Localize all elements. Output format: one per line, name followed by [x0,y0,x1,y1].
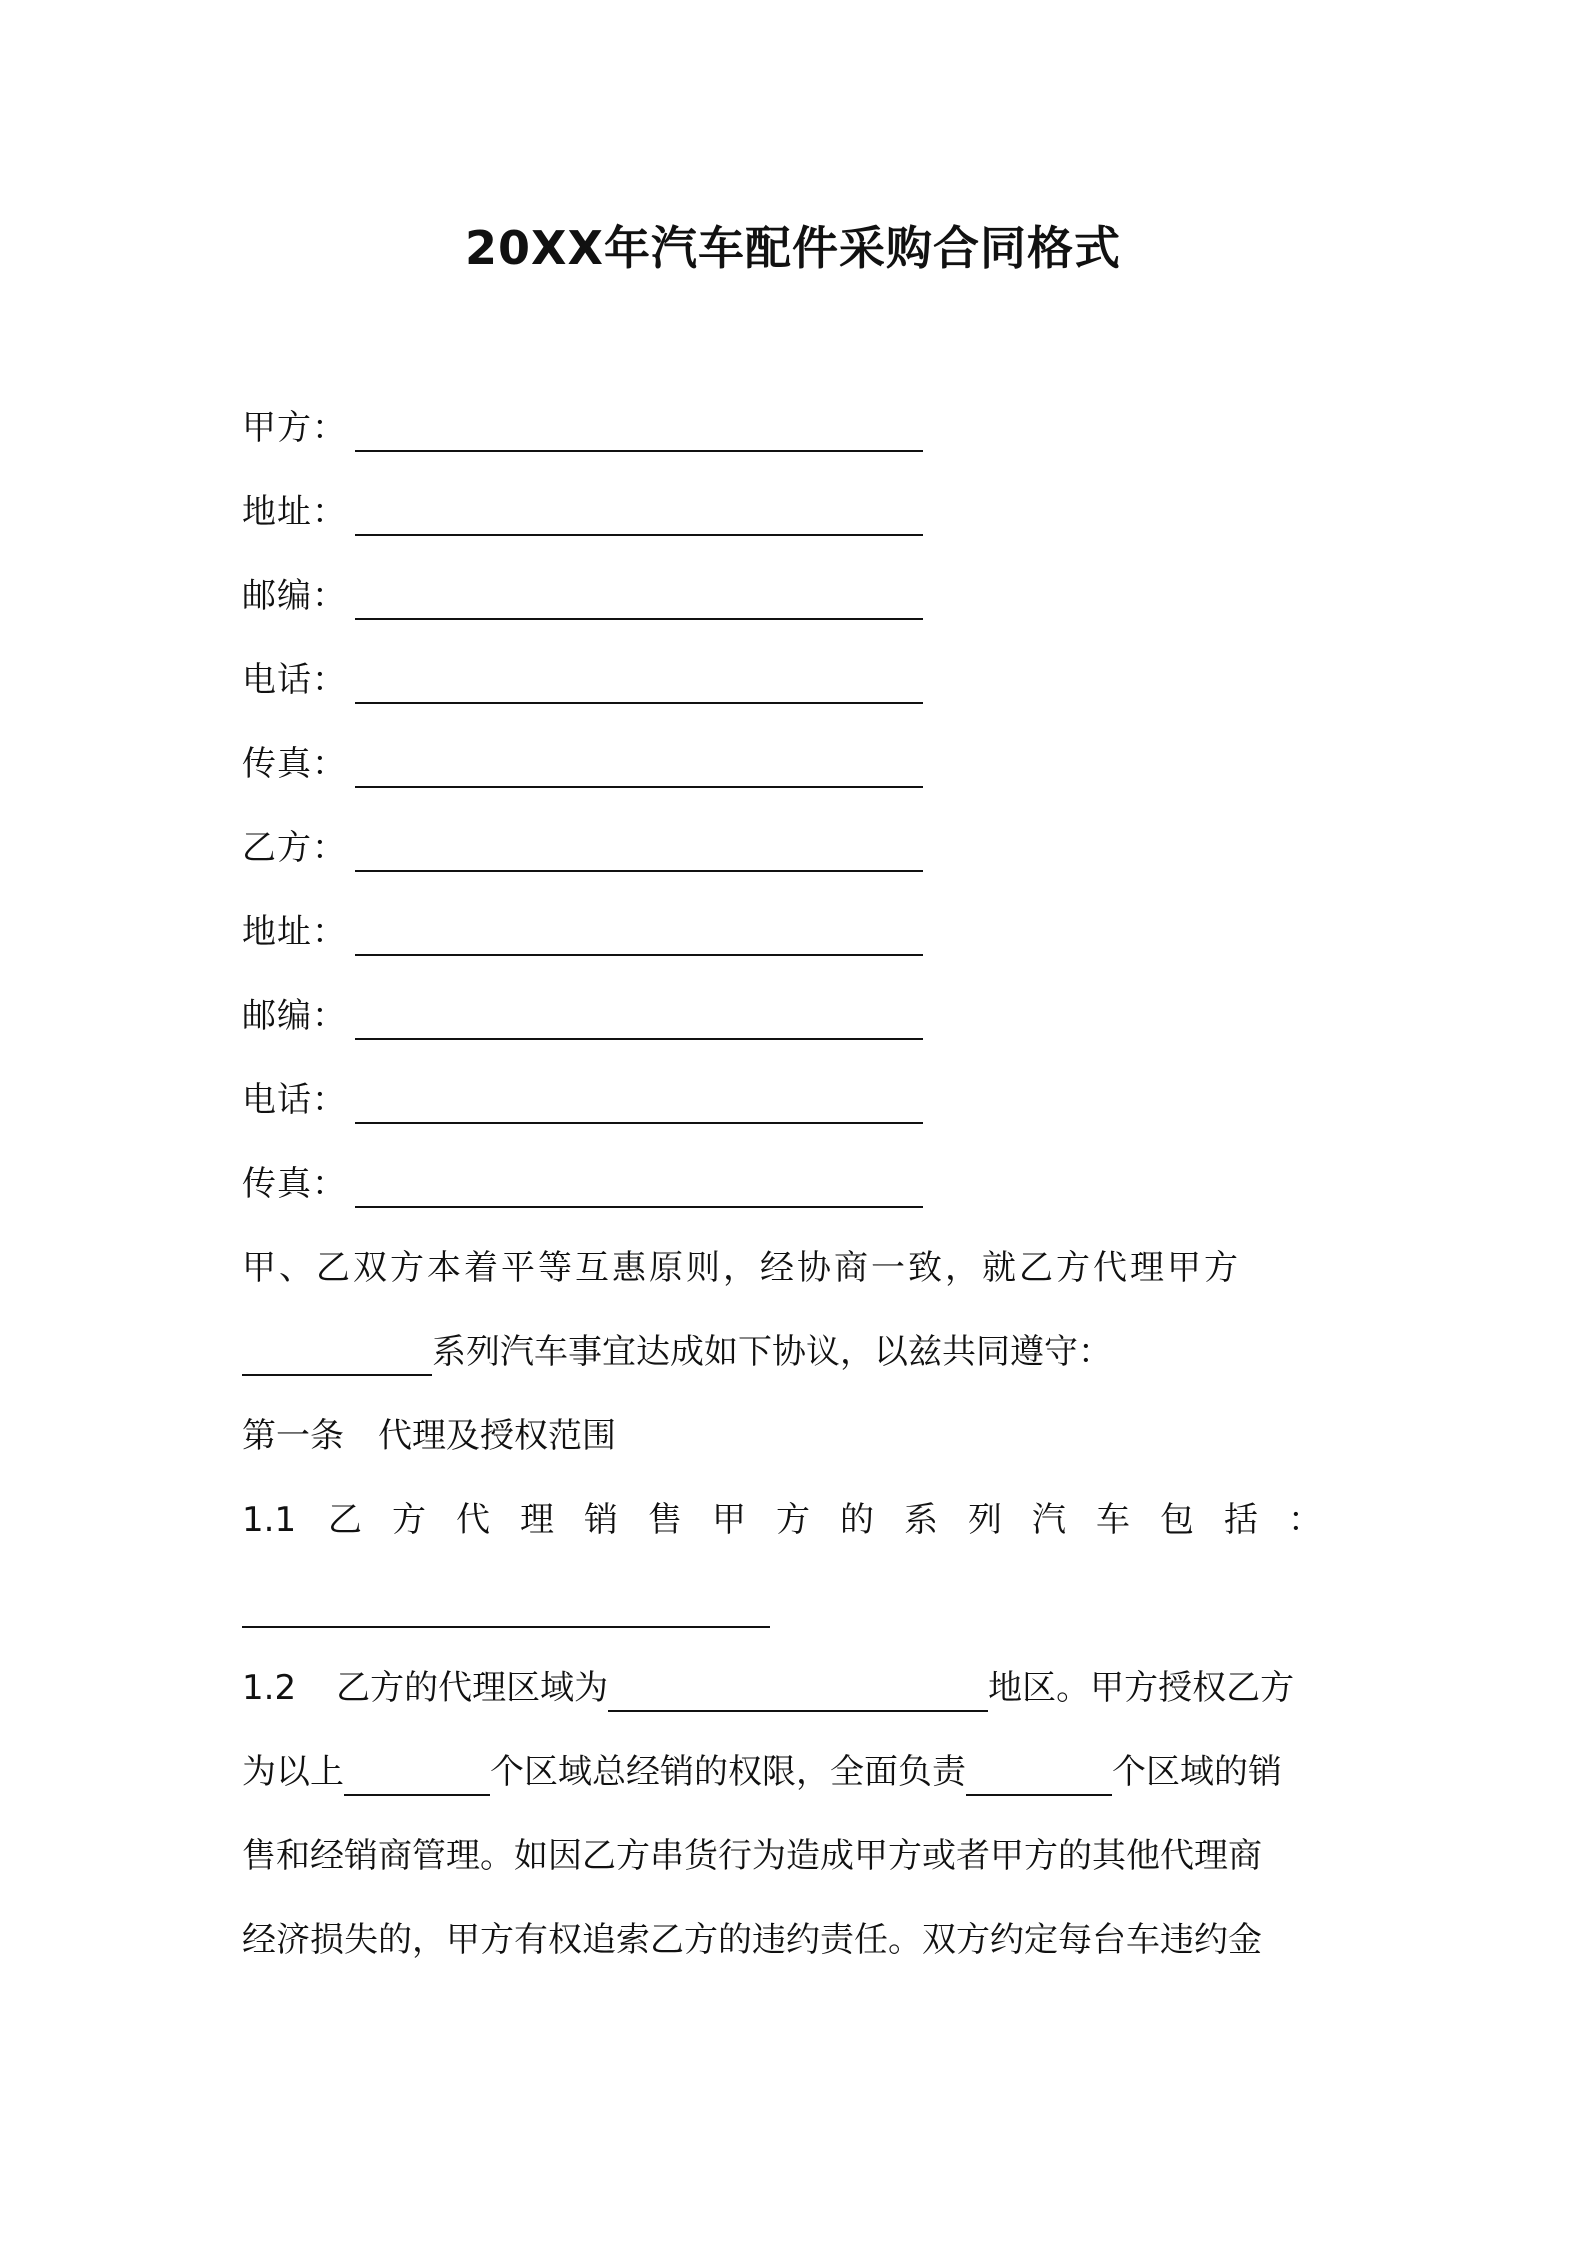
party-a-postcode-field [242,572,923,620]
party-a-blank [355,410,923,452]
party-a-fax-label: 传真： [242,744,347,784]
party-b-address-label: 地址： [242,912,347,952]
clause-1-2-region-blank [608,1670,988,1712]
clause-1-2-line-1 [242,1664,1352,1712]
clause-1-2-count-blank-1 [344,1754,490,1796]
party-a-address-field [242,488,923,536]
party-b-blank [355,830,923,872]
party-b-postcode-blank [355,998,923,1040]
clause-1-1-blank [242,1586,770,1628]
party-b-address-blank [355,914,923,956]
party-b-fax-blank [355,1166,923,1208]
intro-line-1: 甲、乙双方本着平等互惠原则，经协商一致，就乙方代理甲方 [242,1248,1241,1288]
party-a-label: 甲方： [242,408,347,448]
intro-blank [242,1334,432,1376]
party-a-phone-label: 电话： [242,660,347,700]
party-b-address-field [242,908,923,956]
clause-1-1-number: 1.1 [242,1500,297,1540]
party-a-phone-blank [355,662,923,704]
clause-1-2-line-2 [242,1748,1352,1796]
clause-1-2-line-2-part-1: 为以上 [242,1752,344,1792]
clause-1-2-count-blank-2 [966,1754,1112,1796]
party-b-postcode-field [242,992,923,1040]
party-b-field [242,824,923,872]
party-b-label: 乙方： [242,828,347,868]
party-a-fax-blank [355,746,923,788]
clause-1-2-part-1: 乙方的代理区域为 [336,1668,609,1708]
party-a-address-blank [355,494,923,536]
party-b-fax-label: 传真： [242,1164,347,1204]
party-b-phone-blank [355,1082,923,1124]
clause-1-1-blank-line [242,1580,1352,1628]
intro-line-2-text: 系列汽车事宜达成如下协议，以兹共同遵守： [432,1332,1112,1372]
clause-1-2-number: 1.2 [242,1668,297,1708]
party-a-address-label: 地址： [242,492,347,532]
party-a-postcode-label: 邮编： [242,576,347,616]
clause-1-2-line-2-part-2: 个区域总经销的权限，全面负责 [490,1752,966,1792]
article-1-heading: 第一条 代理及授权范围 [242,1416,616,1456]
party-a-fax-field [242,740,923,788]
document-title: 20XX年汽车配件采购合同格式 [465,221,1121,275]
party-b-phone-label: 电话： [242,1080,347,1120]
party-a-postcode-blank [355,578,923,620]
clause-1-1-text: 乙方代理销售甲方的系列汽车包括： [328,1500,1352,1540]
party-b-phone-field [242,1076,923,1124]
party-b-fax-field [242,1160,923,1208]
clause-1-2-line-3: 售和经销商管理。如因乙方串货行为造成甲方或者甲方的其他代理商 [242,1836,1262,1876]
party-b-postcode-label: 邮编： [242,996,347,1036]
clause-1-2-line-2-part-3: 个区域的销 [1112,1752,1282,1792]
clause-1-2-line-4: 经济损失的，甲方有权追索乙方的违约责任。双方约定每台车违约金 [242,1920,1262,1960]
clause-1-2-part-2: 地区。甲方授权乙方 [988,1668,1295,1708]
party-a-field [242,404,923,452]
party-a-phone-field [242,656,923,704]
clause-1-1 [242,1496,1352,1544]
intro-line-2 [242,1328,1352,1376]
